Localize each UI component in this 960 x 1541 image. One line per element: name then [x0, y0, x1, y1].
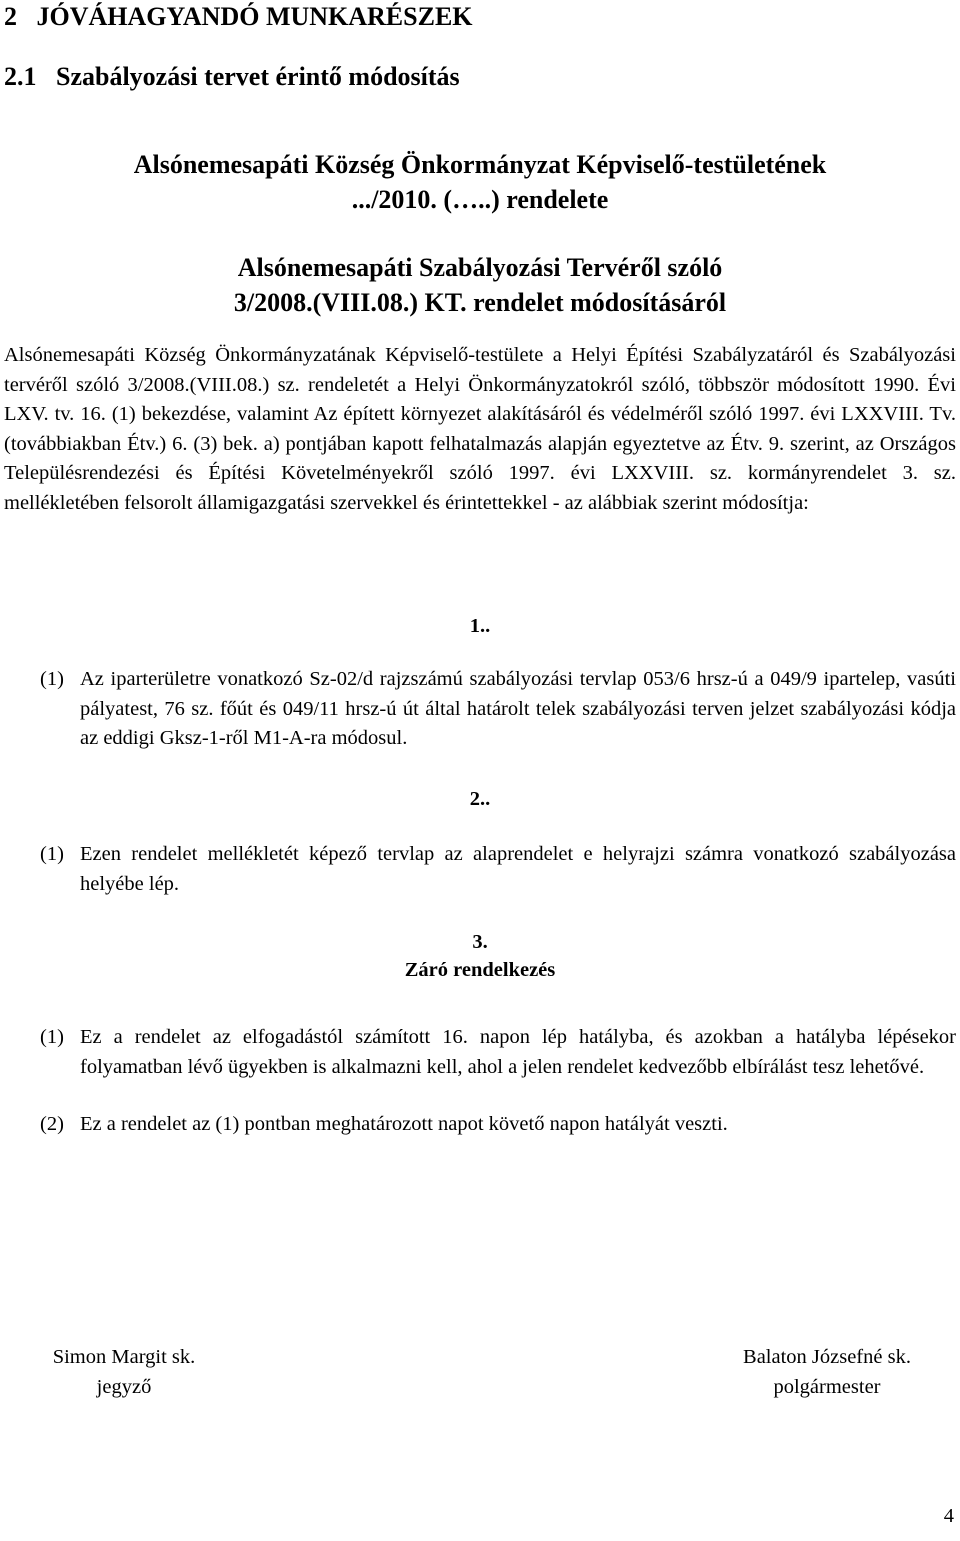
- item-number: (2): [40, 1113, 64, 1135]
- decree-subject: [0, 250, 960, 320]
- section-3-subtitle: Záró rendelkezés: [404, 959, 556, 981]
- decree-title: [0, 147, 960, 217]
- section-2-item-1: [40, 840, 956, 899]
- item-number: (1): [40, 668, 64, 690]
- item-number: (1): [40, 843, 64, 865]
- decree-subject-line2: 3/2008.(VIII.08.) KT. rendelet módosításáról: [233, 288, 727, 317]
- signature-left-role: jegyző: [96, 1375, 152, 1398]
- item-text: Ez a rendelet az elfogadástól számított 16. napon lép hatályba, és azokban a hatályba lépésekor folyamatban lévő ügyekben is alkalmazni kell, ahol a jelen rendelet kedvezőbb elbírálást tesz lehetővé.: [80, 1026, 956, 1078]
- item-text: Az iparterületre vonatkozó Sz-02/d rajzszámú szabályozási tervlap 053/6 hrsz-ú a 049/9 ipartelep, vasúti pályatest, 76 sz. főút és 049/11 hrsz-ú út által határolt telek szabályozási terven jelzet szabályozási kódja az eddigi Gksz-1-ről M1-A-ra módosul.: [80, 668, 956, 750]
- preamble-paragraph: Alsónemesapáti Község Önkormányzatának Képviselő-testülete a Helyi Építési Szabályzatáról és Szabályozási tervéről szóló 3/2008.(VIII.08.) sz. rendeletét a Helyi Önkormányzatokról szóló, többször módosított 1990. Évi LXV. tv. 16. (1) bekezdése, valamint Az épített környezet alakításáról és védelméről szóló 1997. évi LXXVIII. Tv. (továbbiakban Étv.) 6. (3) bek. a) pontjában kapott felhatalmazás alapján egyeztetve az Étv. 9. szerint, az Országos Településrendezési és Építési Követelményekről szóló 1997. évi LXXVIII. sz. kormányrendelet 3. sz. mellékletében felsorolt államigazgatási szervekkel és érintettekkel - az alábbiak szerint módosítja:: [4, 344, 956, 514]
- item-text: Ez a rendelet az (1) pontban meghatározott napot követő napon hatályát veszti.: [80, 1113, 728, 1135]
- section-3-item-2: [40, 1110, 956, 1140]
- decree-title-line1: Alsónemesapáti Község Önkormányzat Képviselő-testületének: [133, 150, 827, 179]
- section-1-heading: 1..: [469, 615, 491, 637]
- section-heading: 2.1 Szabályozási tervet érintő módosítás: [4, 62, 460, 91]
- section-2-heading: 2..: [469, 788, 491, 810]
- page-number: 4: [943, 1505, 954, 1527]
- section-3-item-1: [40, 1023, 956, 1082]
- item-number: (1): [40, 1026, 64, 1048]
- signature-right-role: polgármester: [773, 1375, 881, 1398]
- section-3-heading: 3.: [472, 931, 488, 953]
- item-text: Ezen rendelet mellékletét képező tervlap az alaprendelet e helyrajzi számra vonatkozó szabályozása helyébe lép.: [80, 843, 956, 895]
- signature-left: [36, 1343, 212, 1402]
- signature-right: [722, 1343, 932, 1402]
- decree-subject-line1: Alsónemesapáti Szabályozási Tervéről szóló: [237, 253, 723, 282]
- decree-title-line2: .../2010. (…..) rendelete: [351, 185, 609, 214]
- section-1-item-1: [40, 665, 956, 754]
- signature-left-name: Simon Margit sk.: [52, 1346, 196, 1368]
- chapter-heading: 2 JÓVÁHAGYANDÓ MUNKARÉSZEK: [4, 2, 473, 31]
- signature-right-name: Balaton Józsefné sk.: [743, 1346, 911, 1368]
